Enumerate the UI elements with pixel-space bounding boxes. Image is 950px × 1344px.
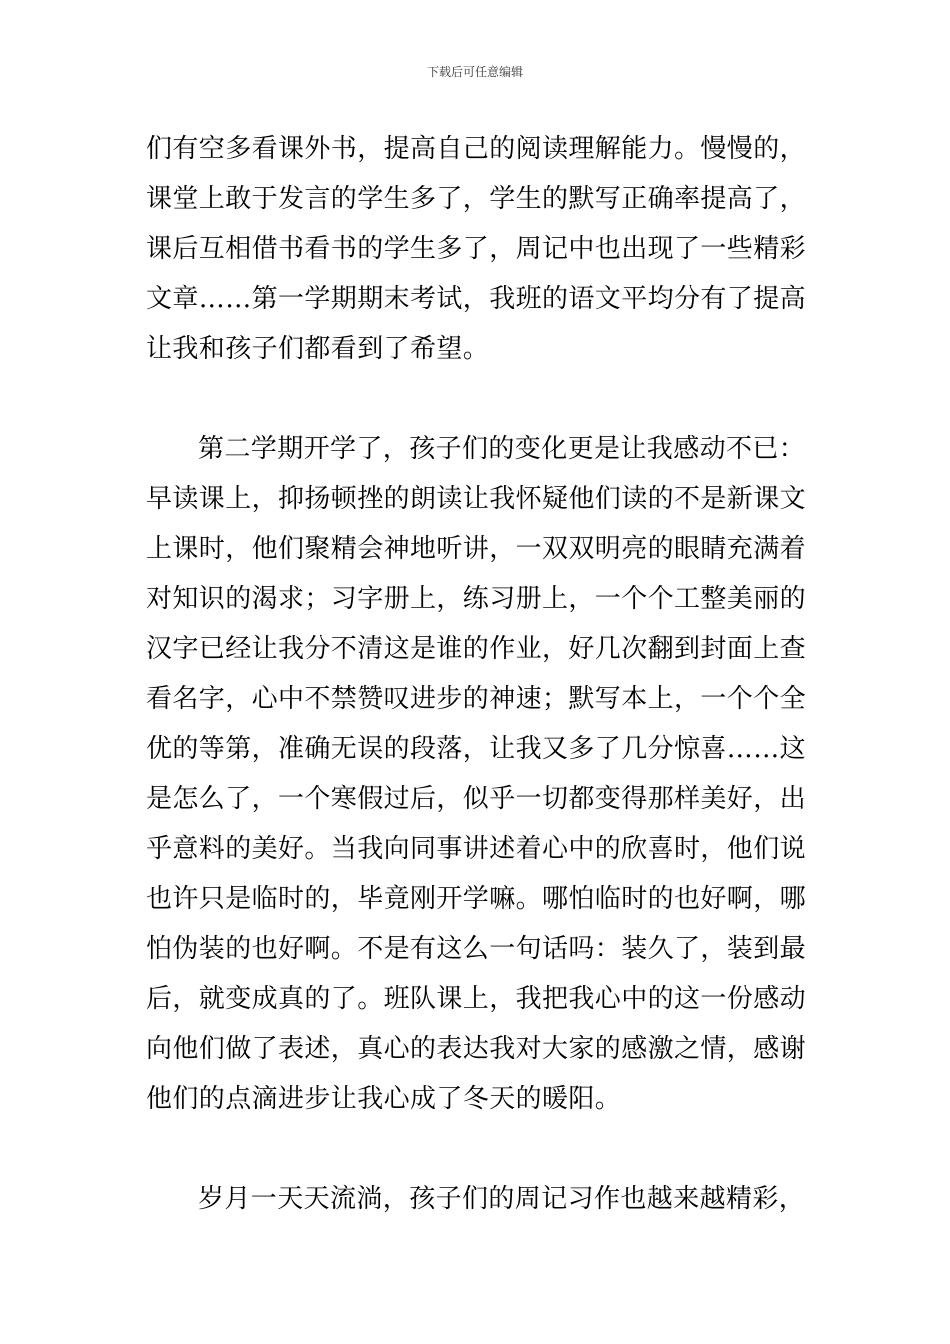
text-line: 课后互相借书看书的学生多了，周记中也出现了一些精彩 [146,234,807,264]
text-line: 乎意料的美好。当我向同事讲述着心中的欣喜时，他们说 [146,834,807,864]
text-line: 上课时，他们聚精会神地听讲，一双双明亮的眼睛充满着 [146,534,807,564]
text-line: 让我和孩子们都看到了希望。 [146,334,490,364]
text-line: 岁月一天天流淌，孩子们的周记习作也越来越精彩， [198,1184,806,1214]
text-line: 对知识的渴求；习字册上，练习册上，一个个工整美丽的 [146,584,807,614]
text-line: 向他们做了表述，真心的表达我对大家的感激之情，感谢 [146,1034,807,1064]
text-line: 看名字，心中不禁赞叹进步的神速；默写本上，一个个全 [146,684,807,714]
text-line: 第二学期开学了，孩子们的变化更是让我感动不已： [198,434,806,464]
text-line: 是怎么了，一个寒假过后，似乎一切都变得那样美好，出 [146,784,807,814]
text-line: 后，就变成真的了。班队课上，我把我心中的这一份感动 [146,984,807,1014]
text-line: 怕伪装的也好啊。不是有这么一句话吗：装久了，装到最 [146,934,807,964]
text-line: 课堂上敢于发言的学生多了，学生的默写正确率提高了， [146,184,807,214]
text-line: 他们的点滴进步让我心成了冬天的暖阳。 [146,1084,622,1114]
text-line: 早读课上，抑扬顿挫的朗读让我怀疑他们读的不是新课文 [146,484,807,514]
text-line: 也许只是临时的，毕竟刚开学嘛。哪怕临时的也好啊，哪 [146,884,807,914]
page-header: 下载后可任意编辑 [426,65,523,79]
text-line: 文章……第一学期期末考试，我班的语文平均分有了提高 [146,284,807,314]
text-line: 优的等第，准确无误的段落，让我又多了几分惊喜……这 [146,734,807,764]
text-line: 汉字已经让我分不清这是谁的作业，好几次翻到封面上查 [146,634,807,664]
text-line: 们有空多看课外书，提高自己的阅读理解能力。慢慢的， [146,134,807,164]
